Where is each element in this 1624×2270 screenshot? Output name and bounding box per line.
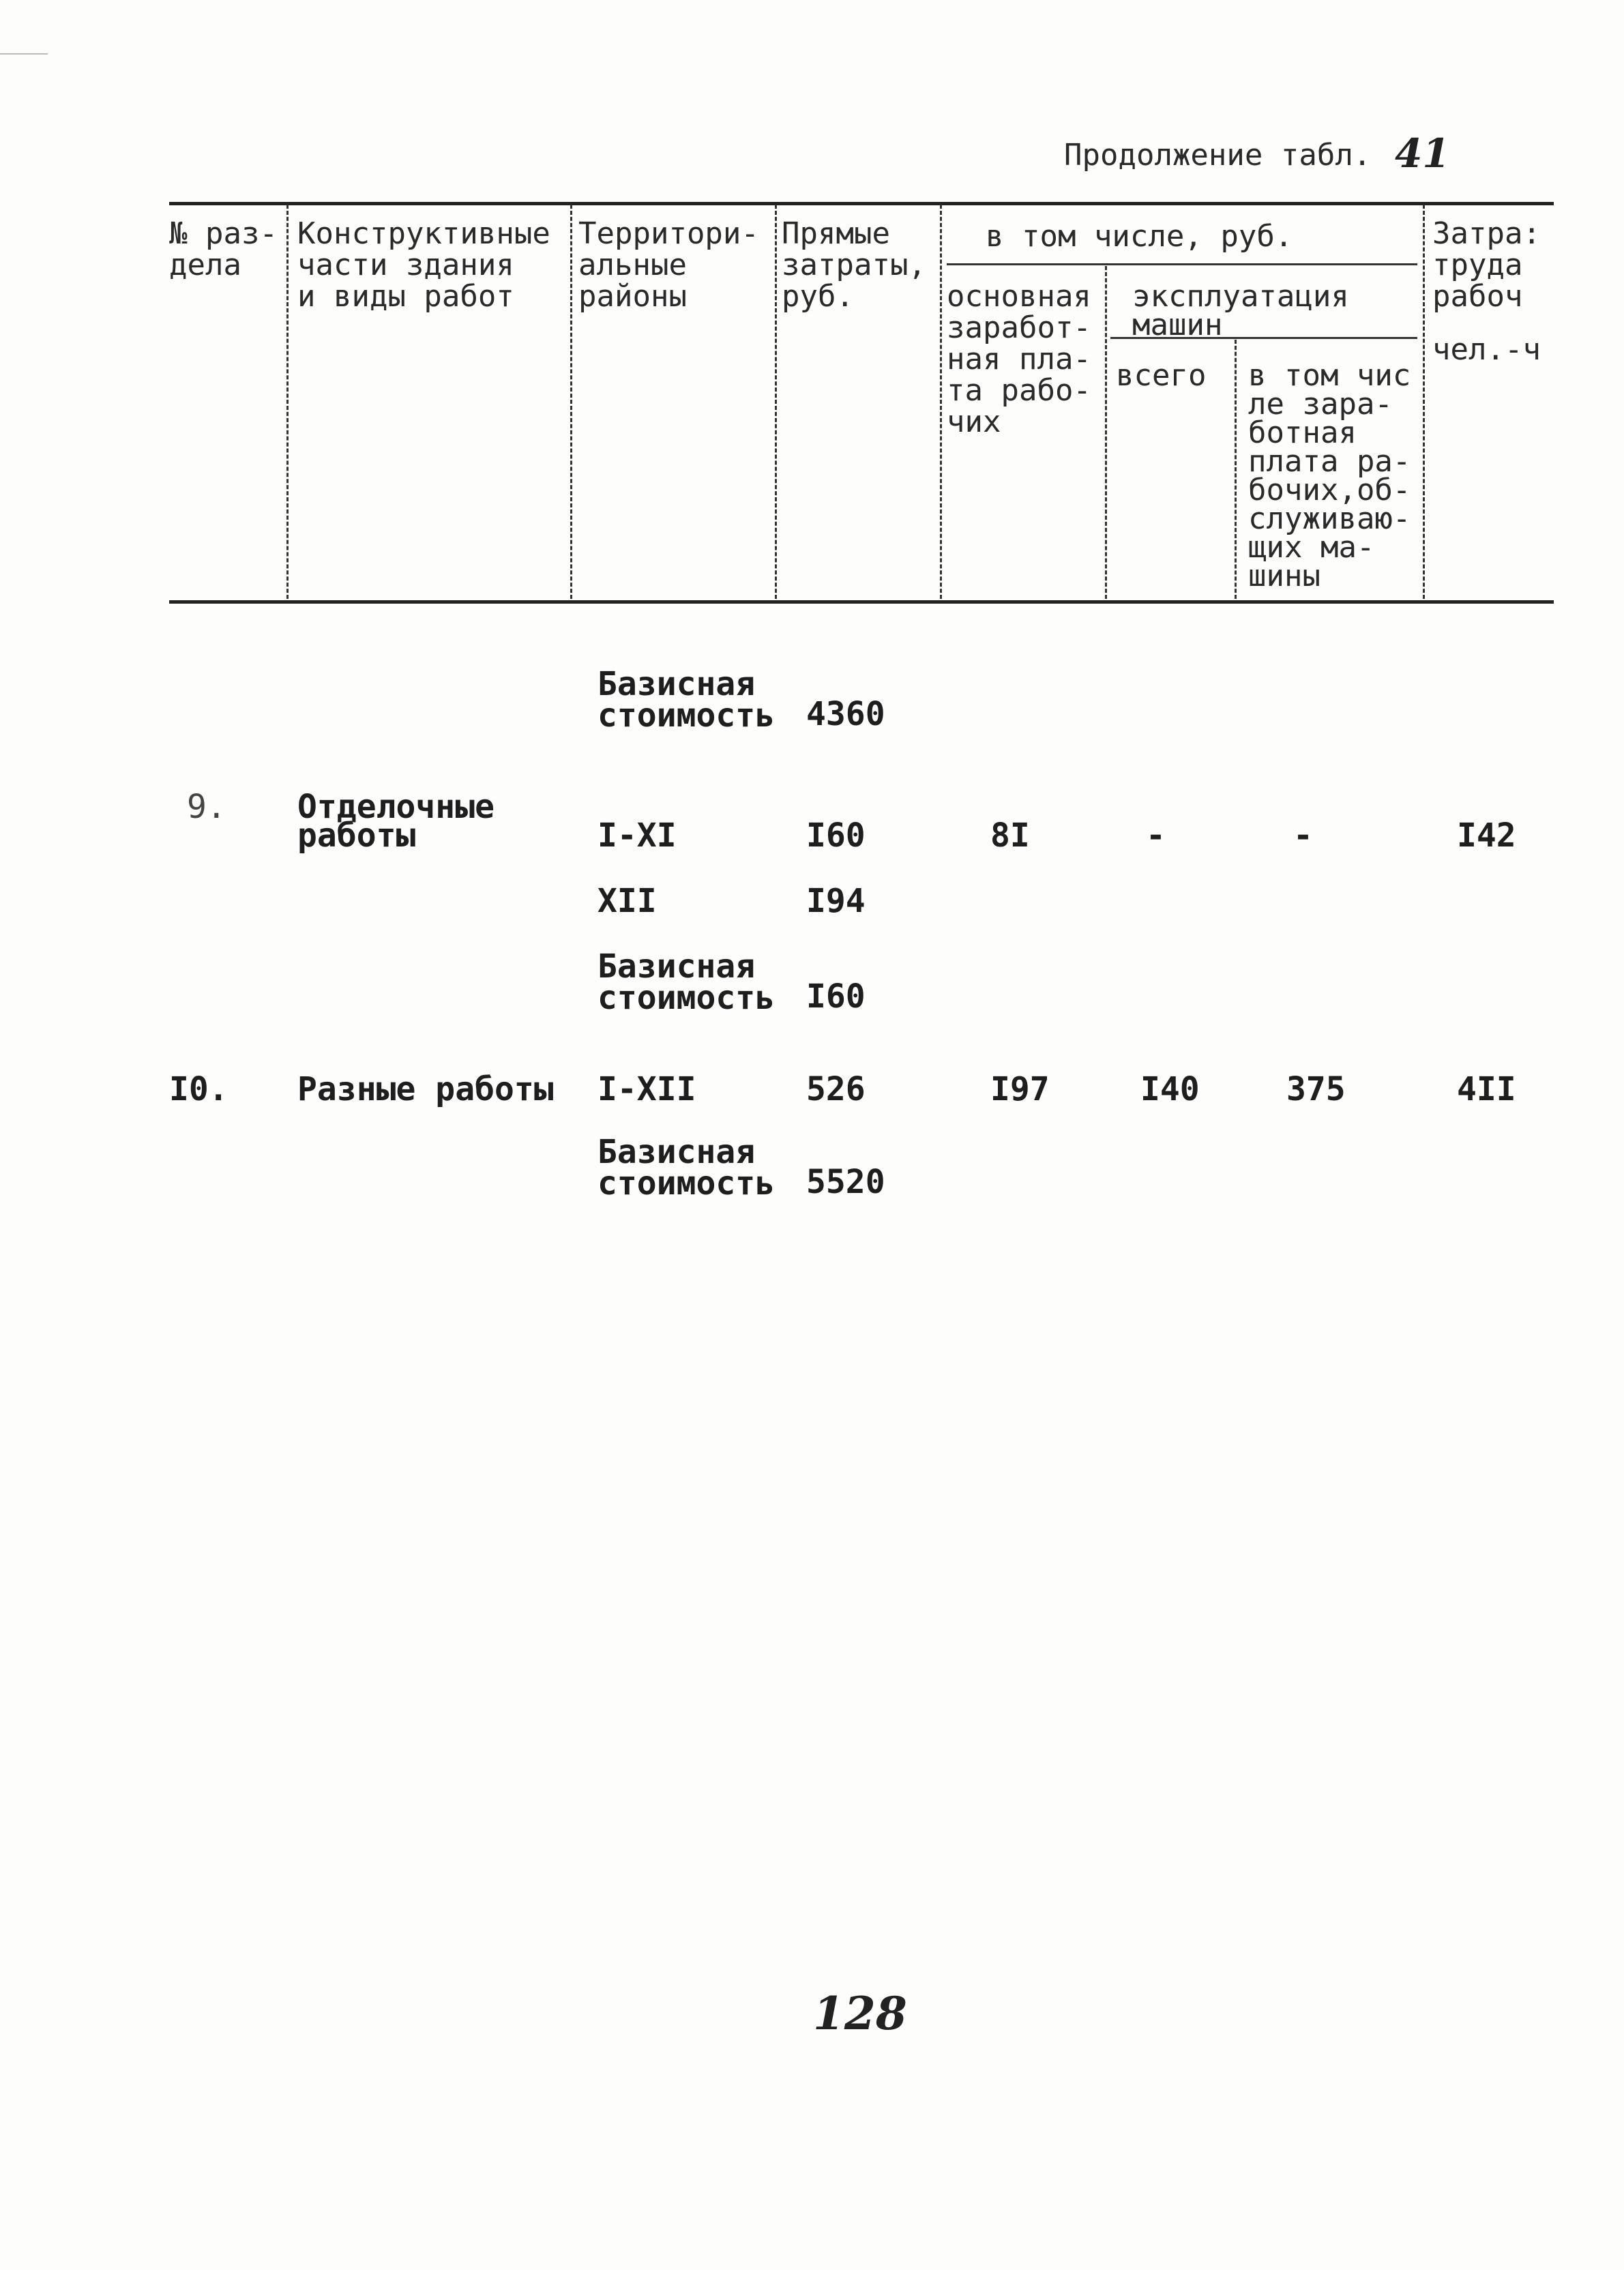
col-machines-total: всего: [1116, 358, 1207, 393]
col-machine-wage-line-4: плата ра-: [1248, 444, 1411, 479]
row-part: Разные работы: [297, 1070, 554, 1108]
col-parts-line-2: части здания: [297, 248, 514, 282]
row-part-line-1: Отделочные: [297, 788, 494, 826]
row-labor: 4II: [1457, 1070, 1516, 1108]
col-base-wage-line-3: ная пла-: [947, 342, 1091, 377]
col-base-wage-line-1: основная: [947, 279, 1091, 314]
col-labor-line-3: рабоч: [1432, 279, 1523, 314]
col-machine-wage-line-6: служиваю-: [1248, 501, 1411, 536]
col-machines-line-2: машин: [1132, 308, 1223, 342]
col-including-header: в том числе, руб.: [986, 219, 1293, 254]
column-divider: [570, 205, 572, 599]
col-machine-wage-line-3: ботная: [1248, 415, 1357, 450]
col-section-line-2: дела: [169, 248, 241, 282]
row-direct: I60: [806, 816, 866, 855]
col-machine-wage-line-2: ле зара-: [1248, 387, 1393, 422]
row-region: I-XII: [597, 1070, 696, 1108]
row-machines-total: -: [1146, 816, 1166, 855]
col-labor-line-2: труда: [1432, 248, 1523, 282]
row-labor: I42: [1457, 816, 1516, 855]
column-divider: [286, 205, 289, 599]
col-regions-line-1: Территори-: [578, 216, 759, 251]
column-divider: [940, 205, 942, 599]
column-divider: [1235, 340, 1237, 599]
row-machine-wage: 375: [1286, 1070, 1346, 1108]
continuation-label: Продолжение табл.: [1064, 138, 1372, 173]
col-regions-line-3: районы: [578, 279, 687, 314]
col-labor-line-4: чел.-ч: [1432, 332, 1541, 367]
table-number: 41: [1395, 130, 1450, 177]
table-top-rule: [169, 202, 1554, 205]
col-base-wage-line-4: та рабо-: [947, 373, 1091, 408]
col-base-wage-line-5: чих: [947, 404, 1001, 439]
row-region-line-2: стоимость: [597, 1164, 776, 1203]
row-section-number: I0.: [169, 1070, 228, 1108]
row-direct: 5520: [806, 1163, 885, 1201]
col-regions-line-2: альные: [578, 248, 687, 282]
row-machines-total: I40: [1140, 1070, 1200, 1108]
col-parts-line-1: Конструктивные: [297, 216, 550, 251]
row-region-line-2: стоимость: [597, 979, 776, 1017]
col-direct-line-3: руб.: [782, 279, 854, 314]
row-direct: 526: [806, 1070, 866, 1108]
edge-mark: [0, 53, 48, 55]
col-labor-line-1: Затра:: [1432, 216, 1541, 251]
col-base-wage-line-2: заработ-: [947, 310, 1091, 345]
col-machine-wage-line-7: щих ма-: [1248, 530, 1375, 565]
col-machine-wage-line-8: шины: [1248, 559, 1320, 593]
row-base-wage: I97: [990, 1070, 1050, 1108]
col-section-line-1: № раз-: [169, 216, 278, 251]
col-machines-line-1: эксплуатация: [1132, 279, 1349, 314]
row-base-wage: 8I: [990, 816, 1030, 855]
page-number: 128: [813, 1987, 907, 2040]
col-machine-wage-line-5: бочих,об-: [1248, 473, 1411, 507]
column-divider: [1105, 266, 1107, 599]
column-divider: [1423, 205, 1425, 599]
col-direct-line-2: затраты,: [782, 248, 926, 282]
col-machine-wage-line-1: в том чис: [1248, 358, 1411, 393]
row-part-line-2: работы: [297, 816, 416, 855]
row-direct: 4360: [806, 695, 885, 733]
row-region-line-1: Базисная: [597, 665, 756, 703]
row-region-line-1: Базисная: [597, 1133, 756, 1171]
row-region-line-2: стоимость: [597, 696, 776, 735]
row-machine-wage: -: [1293, 816, 1313, 855]
row-region: XII: [597, 882, 657, 920]
table-header-bottom-rule: [169, 600, 1554, 604]
row-region-line-1: Базисная: [597, 947, 756, 986]
row-section-number: 9.: [187, 788, 226, 826]
col-direct-line-1: Прямые: [782, 216, 890, 251]
col-parts-line-3: и виды работ: [297, 279, 514, 314]
row-direct: I60: [806, 977, 866, 1016]
including-subrule: [947, 263, 1417, 265]
column-divider: [775, 205, 777, 599]
row-region: I-XI: [597, 816, 677, 855]
row-direct: I94: [806, 882, 866, 920]
